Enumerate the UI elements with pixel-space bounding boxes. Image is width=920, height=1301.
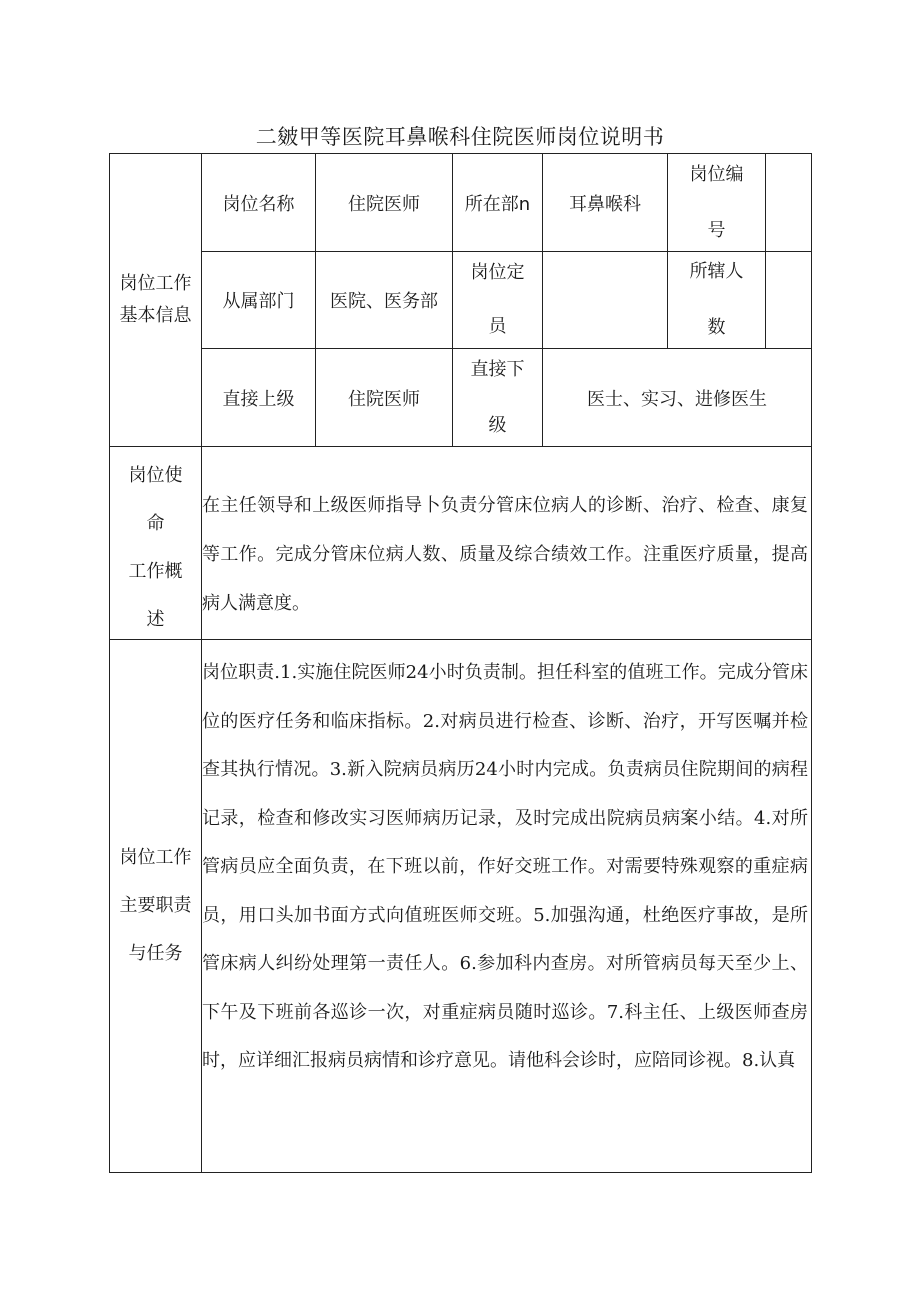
position-code-label: 岗位编 号 xyxy=(668,154,766,252)
position-name-value: 住院医师 xyxy=(316,154,453,252)
direct-superior-label: 直接上级 xyxy=(202,349,316,447)
parent-department-label: 从属部门 xyxy=(202,252,316,349)
position-name-label: 岗位名称 xyxy=(202,154,316,252)
basic-info-section-label xyxy=(110,154,202,447)
staff-count-value xyxy=(766,252,812,349)
direct-subordinate-label: 直接下 级 xyxy=(453,349,543,447)
document-title: 二皴甲等医院耳鼻喉科住院医师岗位说明书 xyxy=(255,125,665,149)
direct-superior-value: 住院医师 xyxy=(316,349,453,447)
department-value: 耳鼻喉科 xyxy=(543,154,668,252)
position-quota-value xyxy=(543,252,668,349)
duties-section-label: 岗位工作 主要职责 与任务 xyxy=(110,640,202,1173)
basic-info-label-line-1: 岗位工作 xyxy=(119,273,192,294)
parent-department-value: 医院、医务部 xyxy=(316,252,453,349)
department-label: 所在部n xyxy=(453,154,543,252)
staff-count-label: 所辖人 数 xyxy=(668,252,766,349)
duties-text: 岗位职责.1.实施住院医师24小时负责制。担任科室的值班工作。完成分管床位的医疗任务和临床指标。2.对病员进行检查、诊断、治疗，开写医嘱并检查其执行情况。3.新入院病员病历24小时内完成。负责病员住院期间的病程记录，检查和修改实习医师病历记录，及时完成出院病员病案小结。4.对所管病员应全面负责，在下班以前，作好交班工作。对需要特殊观察的重症病员，用口头加书面方式向值班医师交班。5.加强沟通，杜绝医疗事故，是所管床病人纠纷处理第一责任人。6.参加科内查房。对所管病员每天至少上、下午及下班前各巡诊一次，对重症病员随时巡诊。7.科主任、上级医师查房时，应详细汇报病员病情和诊疗意见。请他科会诊时，应陪同诊视。8.认真 xyxy=(202,662,808,1071)
direct-subordinate-value: 医士、实习、进修医生 xyxy=(543,349,812,447)
mission-section-label: 岗位使 命 工作概 述 xyxy=(110,447,202,640)
basic-info-label-line-2: 基本信息 xyxy=(119,305,192,326)
job-description-table xyxy=(109,153,812,1173)
position-code-value xyxy=(766,154,812,252)
position-quota-label: 岗位定 员 xyxy=(453,252,543,349)
mission-text: 在主任领导和上级医师指导卜负责分管床位病人的诊断、治疗、检查、康复等工作。完成分管床位病人数、质量及综合绩效工作。注重医疗质量，提高病人满意度。 xyxy=(202,495,808,614)
